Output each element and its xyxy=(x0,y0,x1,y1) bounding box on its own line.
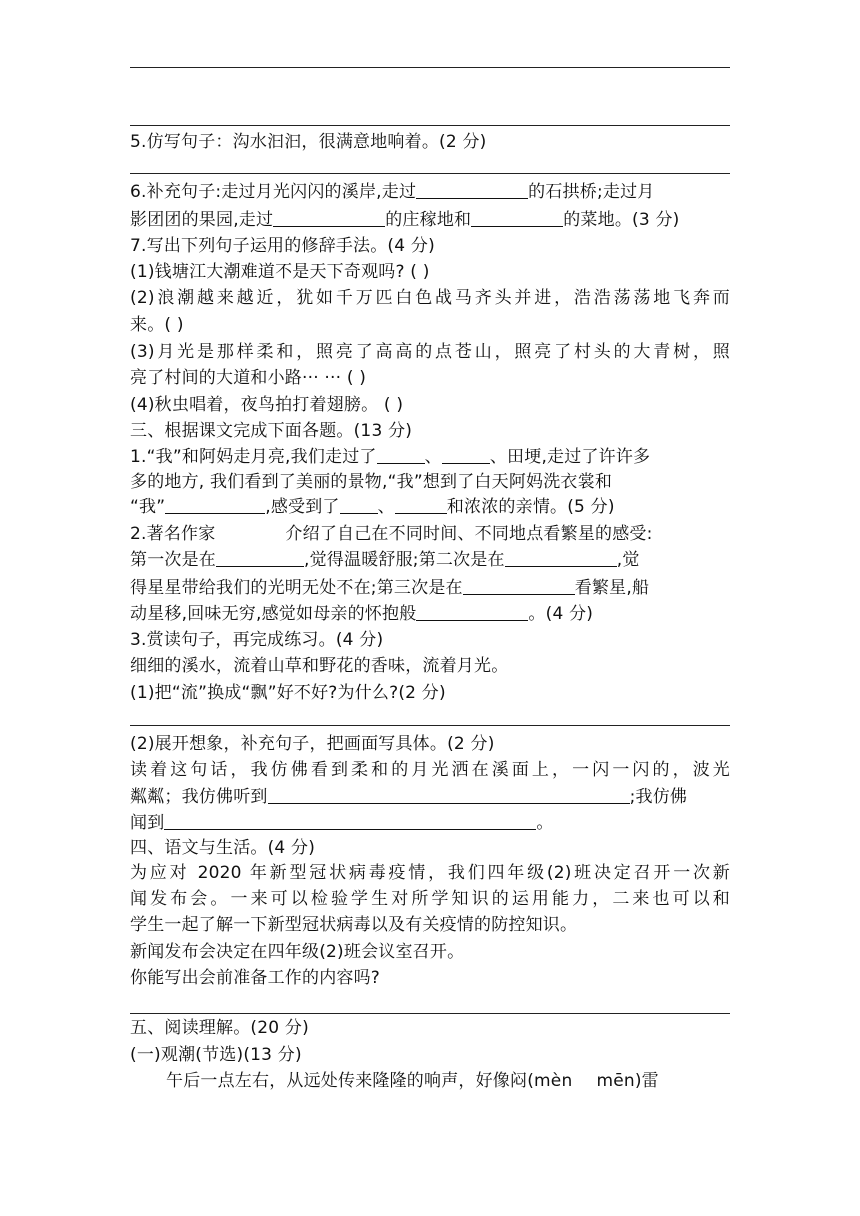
text: 和浓浓的亲情。(5 分) xyxy=(446,497,615,517)
text: ,觉得温暖舒服;第二次是在 xyxy=(304,550,505,570)
section-4-para-1: 为应对 2020 年新型冠状病毒疫情，我们四年级(2)班决定召开一次新 xyxy=(130,863,730,883)
text: 。 xyxy=(536,813,554,833)
section-3-title: 三、根据课文完成下面各题。(13 分) xyxy=(130,421,413,441)
question-7-item-4: (4)秋虫唱着，夜鸟拍打着翅膀。 ( ) xyxy=(130,395,404,415)
section-3-q3-title: 3.赏读句子，再完成练习。(4 分) xyxy=(130,630,384,650)
fill-blank[interactable] xyxy=(416,602,528,621)
section-4-para-2: 闻发布会。一来可以检验学生对所学知识的运用能力，二来也可以和 xyxy=(130,889,730,909)
section-5-title: 五、阅读理解。(20 分) xyxy=(130,1018,309,1038)
section-4-para-4: 新闻发布会决定在四年级(2)班会议室召开。 xyxy=(130,942,465,962)
fill-blank[interactable] xyxy=(164,811,536,830)
text: 。(4 分) xyxy=(528,604,594,624)
text: 动星移,回味无穷,感觉如母亲的怀抱般 xyxy=(130,604,417,624)
fill-blank[interactable] xyxy=(165,495,265,514)
section-3-q2-line-3 xyxy=(130,576,730,600)
section-4-para-3: 学生一起了解一下新型冠状病毒以及有关疫情的防控知识。 xyxy=(130,915,578,935)
section-3-q2-line-2 xyxy=(130,548,730,572)
section-4-title: 四、语文与生活。(4 分) xyxy=(130,838,316,858)
section-3-q3-item-2-line-2 xyxy=(130,785,730,809)
text: 影团团的果园,走过 xyxy=(130,210,274,230)
text: ;我仿佛 xyxy=(629,787,688,807)
text: 、 xyxy=(424,447,442,467)
answer-line xyxy=(130,173,730,174)
text: 2.著名作家 xyxy=(130,524,216,544)
question-5: 5.仿写句子：沟水汩汩，很满意地响着。(2 分) xyxy=(130,132,487,152)
fill-blank[interactable] xyxy=(216,548,304,567)
text: 1.“我”和阿妈走月亮,我们走过了 xyxy=(130,447,377,467)
text: mēn)雷 xyxy=(596,1071,659,1091)
answer-line xyxy=(130,67,730,68)
answer-line xyxy=(130,125,730,126)
question-7-title: 7.写出下列句子运用的修辞手法。(4 分) xyxy=(130,236,435,256)
section-3-q2-line-4 xyxy=(130,602,730,626)
fill-blank[interactable] xyxy=(442,445,490,464)
question-7-item-3-cont: 亮了村间的大道和小路··· ··· ( ) xyxy=(130,368,367,388)
text: 闻到 xyxy=(130,813,165,833)
fill-blank[interactable] xyxy=(395,495,447,514)
section-5-subtitle: (一)观潮(节选)(13 分) xyxy=(130,1045,302,1065)
fill-blank[interactable] xyxy=(273,208,385,227)
text: 、 xyxy=(377,497,395,517)
section-3-q1-line-3 xyxy=(130,495,730,519)
fill-blank[interactable] xyxy=(505,548,617,567)
text: 6.补充句子:走过月光闪闪的溪岸,走过 xyxy=(130,182,417,202)
section-3-q1-line-1 xyxy=(130,445,730,469)
section-3-q3-item-1: (1)把“流”换成“飘”好不好?为什么?(2 分) xyxy=(130,683,446,703)
section-3-q1-line-2: 多的地方, 我们看到了美丽的景物,“我”想到了白天阿妈洗衣裳和 xyxy=(130,472,613,492)
section-3-q2-line-1 xyxy=(130,522,730,546)
question-7-item-2: (2)浪潮越来越近，犹如千万匹白色战马齐头并进，浩浩荡荡地飞奔而 xyxy=(130,288,730,308)
text: 看繁星,船 xyxy=(574,578,650,598)
text: 粼粼；我仿佛听到 xyxy=(130,787,268,807)
text: ,感受到了 xyxy=(265,497,340,517)
question-7-item-2-cont: 来。( ) xyxy=(130,315,184,335)
fill-blank[interactable] xyxy=(340,495,378,514)
text: “我” xyxy=(130,497,166,517)
text: 午后一点左右，从远处传来隆隆的响声，好像闷(mèn xyxy=(166,1071,573,1091)
fill-blank[interactable] xyxy=(377,445,425,464)
answer-line xyxy=(130,725,730,726)
text: 的菜地。(3 分) xyxy=(563,210,680,230)
fill-blank[interactable] xyxy=(268,785,630,804)
section-3-q3-item-2-text: 读着这句话，我仿佛看到柔和的月光洒在溪面上，一闪一闪的，波光 xyxy=(130,760,730,780)
question-7-item-1: (1)钱塘江大潮难道不是天下奇观吗? ( ) xyxy=(130,262,430,282)
fill-blank[interactable] xyxy=(416,180,528,199)
question-6-line-1 xyxy=(130,180,730,204)
section-3-q3-item-2: (2)展开想象，补充句子，把画面写具体。(2 分) xyxy=(130,734,495,754)
text: ,觉 xyxy=(616,550,640,570)
text: 得星星带给我们的光明无处不在;第三次是在 xyxy=(130,578,463,598)
fill-blank[interactable] xyxy=(471,208,563,227)
text: 第一次是在 xyxy=(130,550,216,570)
question-7-item-3: (3)月光是那样柔和，照亮了高高的点苍山，照亮了村头的大青树，照 xyxy=(130,342,730,362)
section-3-q3-item-2-line-3 xyxy=(130,811,730,835)
text: 介绍了自己在不同时间、不同地点看繁星的感受: xyxy=(285,524,653,544)
text: 、田埂,走过了许许多 xyxy=(489,447,651,467)
section-5-passage xyxy=(130,1069,730,1093)
question-6-line-2 xyxy=(130,208,730,232)
answer-line xyxy=(130,1013,730,1014)
text: 的石拱桥;走过月 xyxy=(528,182,655,202)
text: 的庄稼地和 xyxy=(385,210,472,230)
fill-blank[interactable] xyxy=(463,576,575,595)
section-3-q3-sentence: 细细的溪水，流着山草和野花的香味，流着月光。 xyxy=(130,656,509,676)
section-4-para-5: 你能写出会前准备工作的内容吗? xyxy=(130,968,381,988)
